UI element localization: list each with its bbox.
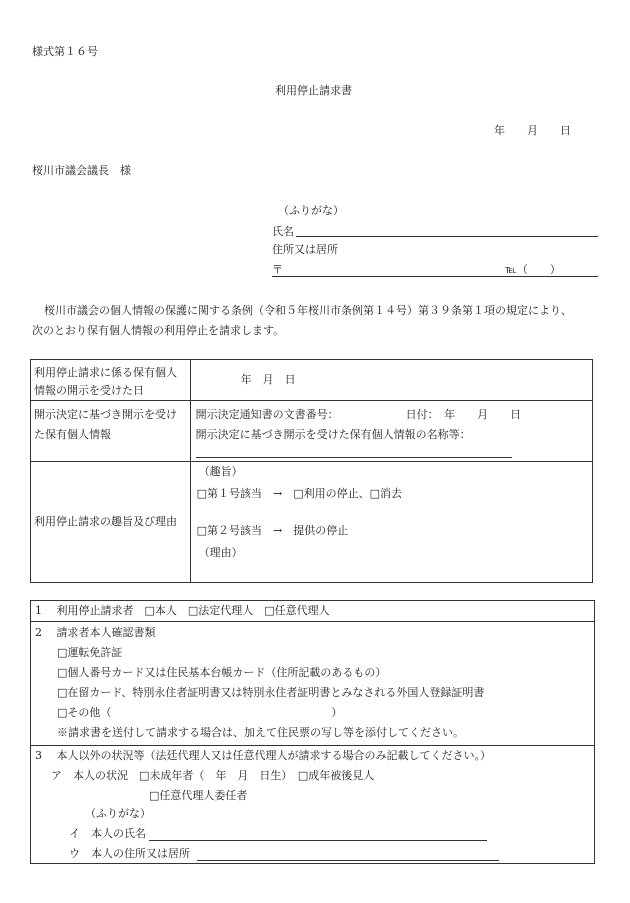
principal-status-options[interactable]: ア 本人の状況 □未成年者（ 年 月 日生） □成年被後見人 xyxy=(51,769,375,782)
principal-status-proxy[interactable]: □任意代理人委任者 xyxy=(149,789,248,802)
postal-mark: 〒 xyxy=(272,263,283,276)
table-row xyxy=(31,360,593,401)
preamble-line-1: 桜川市議会の個人情報の保護に関する条例（令和５年桜川市条例第１４号）第３９条第１項の規定により、 xyxy=(44,304,572,317)
applicant-furigana: （ふりがな） xyxy=(278,204,344,217)
disclosure-date-field[interactable]: 年 月 日 xyxy=(190,360,592,401)
table-row xyxy=(31,401,593,462)
principal-furigana: （ふりがな） xyxy=(85,807,151,820)
principal-address-field[interactable] xyxy=(197,860,499,861)
row-intent-reason-label: 利用停止請求の趣旨及び理由 xyxy=(31,462,191,583)
id-doc-drivers-license[interactable]: □運転免許証 xyxy=(57,646,123,659)
requester-type[interactable]: 1 利用停止請求者 □本人 □法定代理人 □任意代理人 xyxy=(35,604,330,617)
id-doc-note: ※請求書を送付して請求する場合は、加えて住民票の写し等を添付してください。 xyxy=(57,726,464,739)
preamble-line-2: 次のとおり保有個人情報の利用停止を請求します。 xyxy=(32,324,285,337)
disclosed-info-cell xyxy=(190,401,592,462)
intent-option-2[interactable]: □第２号該当 → 提供の停止 xyxy=(196,524,349,537)
row-disclosure-date-label: 利用停止請求に係る保有個人 情報の開示を受けた日 xyxy=(31,360,191,401)
disclosed-info-underline xyxy=(196,457,512,458)
addressee: 桜川市議会議長 様 xyxy=(32,164,131,177)
intent-option-1[interactable]: □第１号該当 → □利用の停止、□消去 xyxy=(196,487,403,500)
principal-status-heading: 3 本人以外の状況等（法廷代理人又は任意代理人が請求する場合のみ記載してください。） xyxy=(35,749,491,762)
section-requester xyxy=(30,600,595,622)
disclosed-info-name-field[interactable]: 開示決定に基づき開示を受けた保有個人情報の名称等： xyxy=(195,428,471,441)
id-doc-residence-card[interactable]: □在留カード、特別永住者証明書又は特別永住者証明書とみなされる外国人登録証明書 xyxy=(57,686,485,699)
document-title: 利用停止請求書 xyxy=(275,84,352,97)
applicant-address-label: 住所又は居所 xyxy=(272,243,338,256)
request-table xyxy=(30,359,593,583)
intent-heading: （趣旨） xyxy=(198,465,243,478)
notice-date-field[interactable]: 日付： 年 月 日 xyxy=(405,408,522,421)
form-number: 様式第１６号 xyxy=(32,45,98,58)
table-row xyxy=(31,462,593,583)
section-id-documents xyxy=(30,621,595,746)
principal-address-label: ウ 本人の住所又は居所 xyxy=(69,847,190,860)
intent-reason-cell xyxy=(190,462,592,583)
tel-label: ℡（ ） xyxy=(505,263,561,276)
reason-heading: （理由） xyxy=(198,546,243,559)
id-doc-mynumber-card[interactable]: □個人番号カード又は住民基本台帳カード（住所記載のあるもの） xyxy=(57,666,387,679)
applicant-address-field[interactable] xyxy=(272,276,598,277)
principal-name-label: イ 本人の氏名 xyxy=(69,827,146,840)
id-doc-other[interactable]: □その他（ ） xyxy=(57,706,343,719)
section-principal-status xyxy=(30,745,595,864)
applicant-name-label: 氏名 xyxy=(272,225,294,238)
notice-number-field[interactable]: 開示決定通知書の文書番号： xyxy=(195,408,339,421)
principal-name-field[interactable] xyxy=(149,840,487,841)
date-line: 年 月 日 xyxy=(494,124,571,137)
id-documents-heading: 2 請求者本人確認書類 xyxy=(35,626,156,639)
row-disclosed-info-label: 開示決定に基づき開示を受け た保有個人情報 xyxy=(31,401,191,462)
applicant-name-field[interactable] xyxy=(296,236,598,237)
